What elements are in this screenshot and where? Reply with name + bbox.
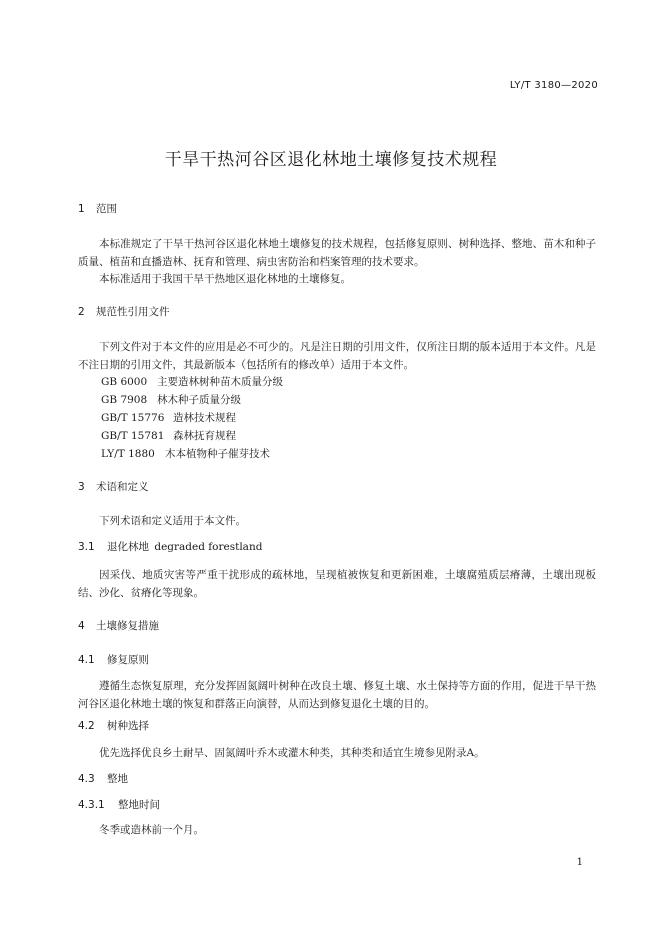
reference-title: 林木种子质量分级 — [157, 394, 241, 406]
section-1-heading — [78, 201, 117, 216]
section-number: 4.2 — [78, 720, 95, 732]
section-title: 整地 — [107, 773, 128, 785]
reference-code: LY/T 1880 — [101, 448, 155, 460]
section-1-paragraph-2: 本标准适用于我国干旱干热地区退化林地的土壤修复。 — [99, 273, 351, 285]
reference-item — [101, 427, 236, 445]
section-title: 土壤修复措施 — [96, 620, 159, 632]
document-title: 干旱干热河谷区退化林地土壤修复技术规程 — [164, 150, 498, 170]
section-number: 4.3.1 — [78, 799, 105, 811]
section-3-heading — [78, 479, 149, 494]
section-4-2-paragraph: 优先选择优良乡土耐旱、固氮阔叶乔木或灌木种类，其种类和适宜生境参见附录A。 — [99, 747, 485, 759]
section-4-1-heading — [78, 652, 149, 667]
page-number: 1 — [576, 857, 583, 868]
reference-title: 造林技术规程 — [173, 412, 236, 424]
term-name: 退化林地 — [107, 541, 149, 553]
section-number: 3.1 — [78, 541, 95, 553]
section-title: 范围 — [96, 203, 117, 215]
section-number: 4.3 — [78, 773, 95, 785]
section-4-3-heading — [78, 771, 128, 786]
section-4-heading — [78, 618, 159, 633]
section-title: 术语和定义 — [96, 481, 149, 493]
reference-code: GB 7908 — [101, 394, 148, 406]
reference-title: 木本植物种子催芽技术 — [165, 448, 270, 460]
section-number: 2 — [78, 306, 85, 318]
reference-item — [101, 409, 236, 427]
section-number: 4.1 — [78, 654, 95, 666]
term-3-1-definition: 因采伐、地质灾害等严重干扰形成的疏林地，呈现植被恢复和更新困难，土壤腐殖质层瘠薄，土壤出现板结、沙化、贫瘠化等现象。 — [78, 569, 596, 599]
section-2-heading — [78, 304, 170, 319]
section-number: 1 — [78, 203, 85, 215]
section-number: 3 — [78, 481, 85, 493]
section-title: 修复原则 — [107, 654, 149, 666]
section-4-2-heading — [78, 718, 149, 733]
section-title: 树种选择 — [107, 720, 149, 732]
section-1-paragraph-1: 本标准规定了干旱干热河谷区退化林地土壤修复的技术规程，包括修复原则、树种选择、整地、苗木和种子质量、植苗和直播造林、抚育和管理、病虫害防治和档案管理的技术要求。 — [78, 238, 596, 268]
reference-code: GB/T 15781 — [101, 430, 165, 442]
document-code: LY/T 3180—2020 — [509, 80, 598, 91]
section-title: 规范性引用文件 — [96, 306, 170, 318]
term-3-1-heading — [78, 539, 262, 554]
reference-title: 森林抚育规程 — [173, 430, 236, 442]
section-2-paragraph: 下列文件对于本文件的应用是必不可少的。凡是注日期的引用文件，仅所注日期的版本适用于本文件。凡是不注日期的引用文件，其最新版本（包括所有的修改单）适用于本文件。 — [78, 341, 596, 371]
section-number: 4 — [78, 620, 85, 632]
reference-item — [101, 391, 241, 409]
section-4-1-paragraph: 遵循生态恢复原理，充分发挥固氮阔叶树种在改良土壤、修复土壤、水土保持等方面的作用，促进干旱干热河谷区退化林地土壤的恢复和群落正向演替，从而达到修复退化土壤的目的。 — [78, 680, 596, 710]
section-3-paragraph: 下列术语和定义适用于本文件。 — [99, 515, 246, 527]
term-english: degraded forestland — [154, 541, 263, 553]
reference-code: GB 6000 — [101, 376, 148, 388]
section-4-3-1-heading — [78, 797, 160, 812]
reference-code: GB/T 15776 — [101, 412, 165, 424]
section-4-3-1-paragraph: 冬季或造林前一个月。 — [99, 824, 204, 836]
section-title: 整地时间 — [118, 799, 160, 811]
reference-item — [101, 445, 270, 463]
reference-title: 主要造林树种苗木质量分级 — [157, 376, 283, 388]
reference-item — [101, 373, 283, 391]
